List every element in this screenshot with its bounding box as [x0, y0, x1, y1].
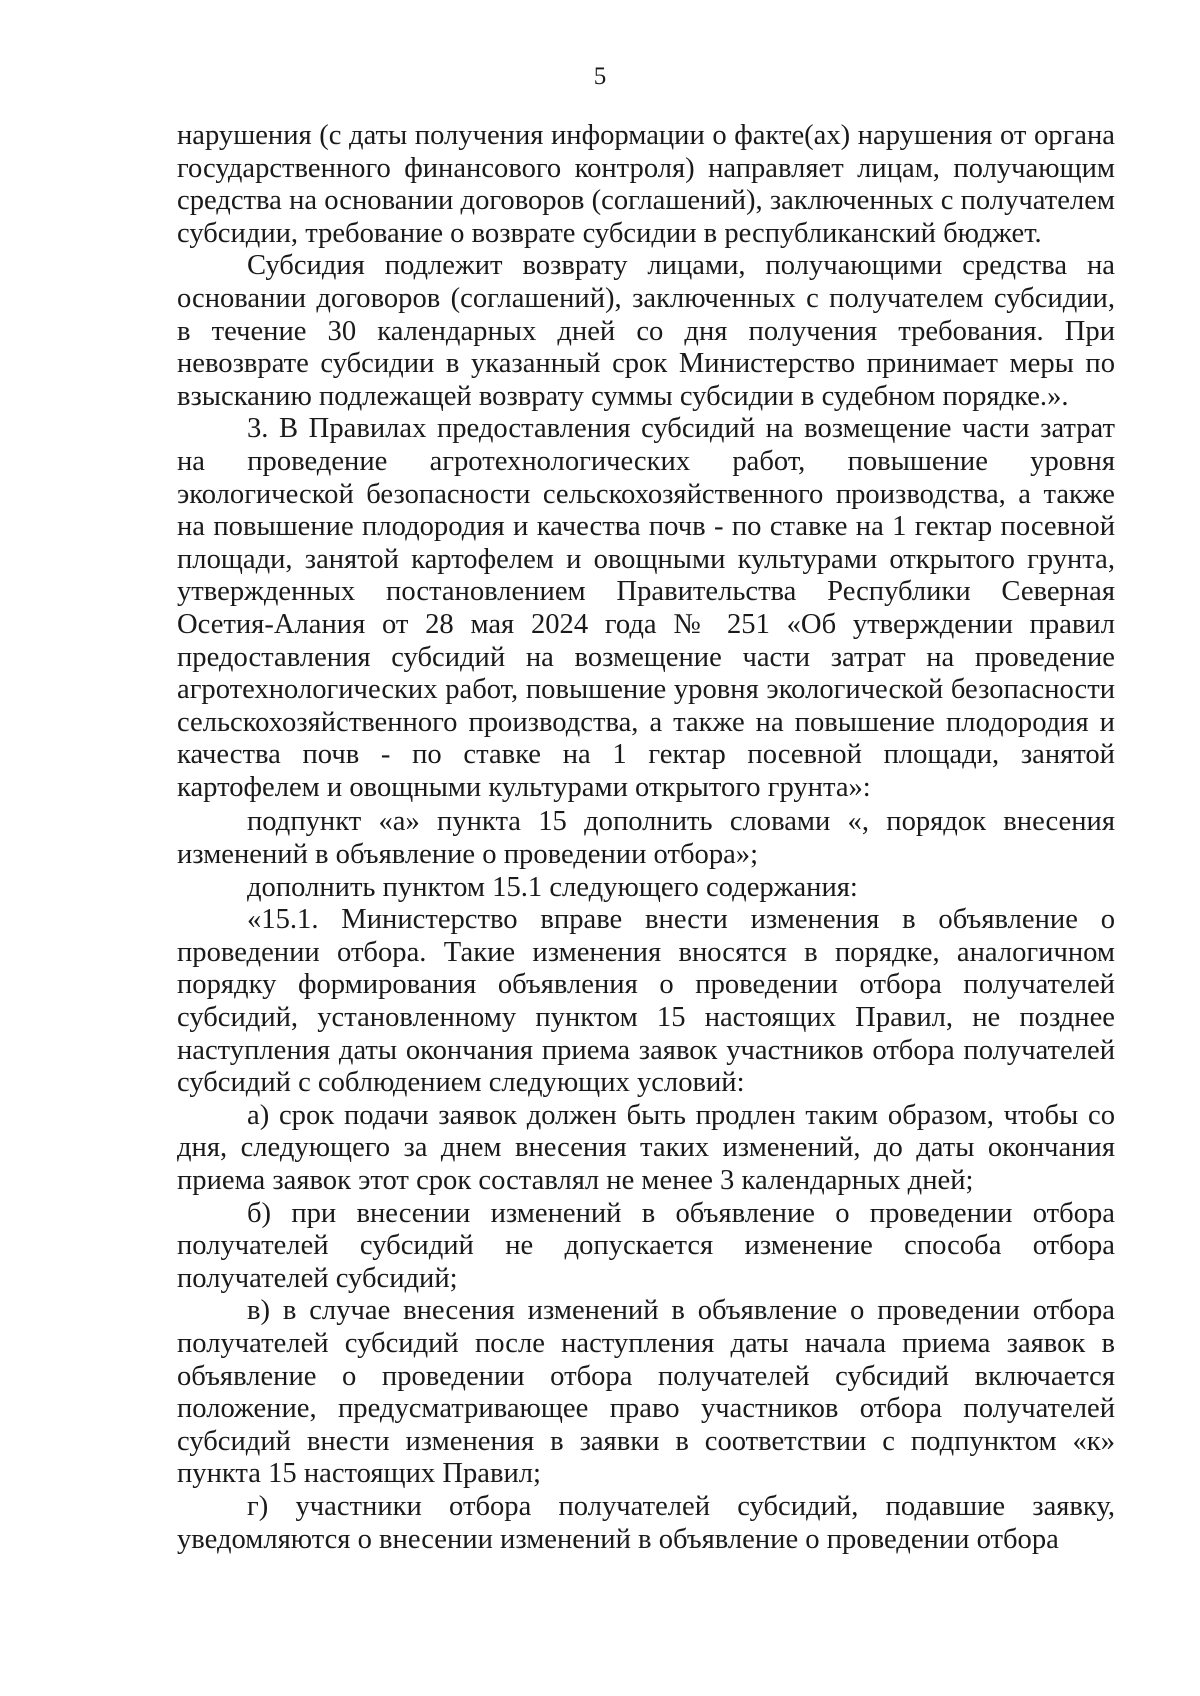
paragraph-item-3: 3. В Правилах предоставления субсидий на возмещение части затрат на проведение агротехнологических работ, повышение уровня экологической безопасности сельскохозяйственного производства, а также на повышение плодородия и качества почв - по ставке на 1 гектар посевной площади, занятой картофелем и овощными культурами открытого грунта, утвержденных постановлением Правительства Республики Северная Осетия-Алания от 28 мая 2024 года № 251 «Об утверждении правил предоставления субсидий на возмещение части затрат на проведение агротехнологических работ, повышение уровня экологической безопасности сельскохозяйственного производства, а также на повышение плодородия и качества почв - по ставке на 1 гектар посевной площади, занятой картофелем и овощными культурами открытого грунта»: [177, 413, 1115, 803]
paragraph-subsidy-return: Субсидия подлежит возврату лицами, получающими средства на основании договоров (соглашений), заключенных с получателем субсидии, в течение 30 календарных дней со дня получения требования. При невозврате субсидии в указанный срок Министерство принимает меры по взысканию подлежащей возврату суммы субсидии в судебном порядке.». [177, 250, 1115, 412]
page-number: 5 [593, 63, 607, 90]
paragraph-condition-g: г) участники отбора получателей субсидий, подавшие заявку, уведомляются о внесении изменений в объявление о проведении отбора [177, 1490, 1115, 1555]
paragraph-condition-a: а) срок подачи заявок должен быть продлен таким образом, чтобы со дня, следующего за днем внесения таких изменений, до даты окончания приема заявок этот срок составлял не менее 3 календарных дней; [177, 1099, 1115, 1196]
paragraph-add-15-1: дополнить пунктом 15.1 следующего содержания: [247, 871, 858, 903]
paragraph-condition-b: б) при внесении изменений в объявление о проведении отбора получателей субсидий не допускается изменение способа отбора получателей субсидий; [177, 1197, 1115, 1294]
document-body [177, 120, 1115, 1556]
paragraph-subitem-a-amendment: подпункт «а» пункта 15 дополнить словами «, порядок внесения изменений в объявление о проведении отбора»; [177, 806, 1115, 871]
paragraph-15-1: «15.1. Министерство вправе внести изменения в объявление о проведении отбора. Такие изменения вносятся в порядке, аналогичном порядку формирования объявления о проведении отбора получателей субсидий, установленному пунктом 15 настоящих Правил, не позднее наступления даты окончания приема заявок участников отбора получателей субсидий с соблюдением следующих условий: [177, 904, 1115, 1099]
paragraph-violation-continuation: нарушения (с даты получения информации о факте(ах) нарушения от органа государственного финансового контроля) направляет лицам, получающим средства на основании договоров (соглашений), заключенных с получателем субсидии, требование о возврате субсидии в республиканский бюджет. [177, 120, 1115, 249]
paragraph-condition-v: в) в случае внесения изменений в объявление о проведении отбора получателей субсидий после наступления даты начала приема заявок в объявление о проведении отбора получателей субсидий включается положение, предусматривающее право участников отбора получателей субсидий внести изменения в заявки в соответствии с подпунктом «к» пункта 15 настоящих Правил; [177, 1295, 1115, 1490]
